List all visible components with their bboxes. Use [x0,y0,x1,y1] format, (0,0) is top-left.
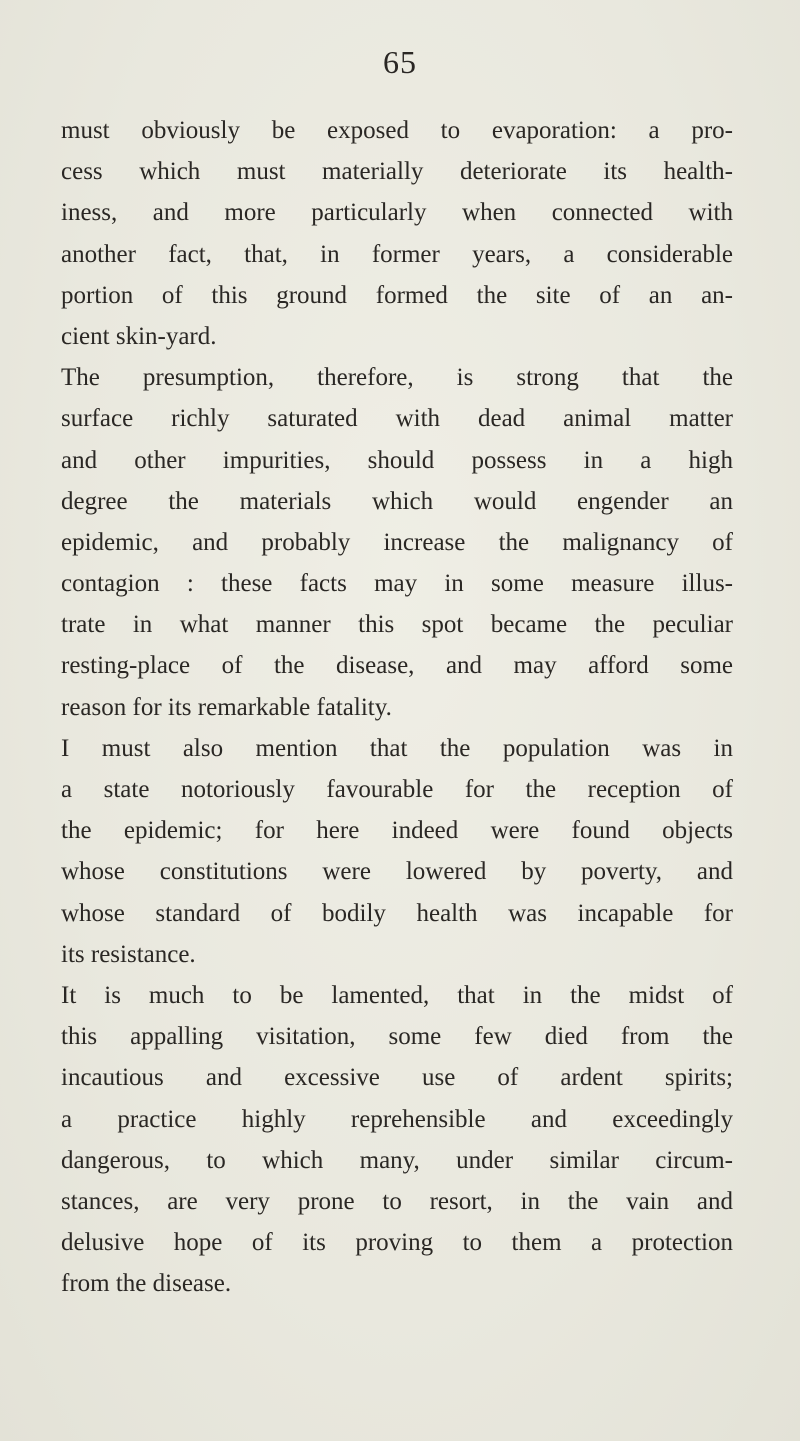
text-line: portion of this ground formed the site of an an- [61,281,733,309]
text-line: delusive hope of its proving to them a protection [61,1229,733,1257]
page-number: 65 [383,44,417,80]
text-line: cess which must materially deteriorate its health- [61,158,733,186]
text-line: degree the materials which would engender an [61,487,733,515]
text-line: stances, are very prone to resort, in the vain and [61,1187,733,1215]
body-text [61,110,733,1304]
text-line: must obviously be exposed to evaporation: a pro- [61,117,733,144]
text-line: surface richly saturated with dead animal matter [61,405,733,433]
text-line: The presumption, therefore, is strong that the [61,364,733,392]
text-line: the epidemic; for here indeed were found objects [61,817,733,845]
text-line: contagion : these facts may in some measure illus- [61,570,733,598]
text-line: epidemic, and probably increase the malignancy of [61,528,733,556]
text-line: another fact, that, in former years, a considerable [61,240,733,268]
text-line: trate in what manner this spot became the peculiar [61,611,733,639]
text-line: and other impurities, should possess in a high [61,446,733,474]
text-line: incautious and excessive use of ardent spirits; [61,1064,733,1092]
text-line: reason for its remarkable fatality. [61,693,392,721]
text-line: this appalling visitation, some few died from the [61,1023,733,1051]
text-line: I must also mention that the population was in [61,734,733,762]
text-line: from the disease. [61,1270,232,1298]
text-line: dangerous, to which many, under similar circum- [61,1146,733,1174]
text-line: It is much to be lamented, that in the midst of [61,981,733,1009]
text-line: whose constitutions were lowered by poverty, and [61,858,733,886]
text-line: resting-place of the disease, and may afford some [61,652,733,680]
text-line: a practice highly reprehensible and exceedingly [61,1105,733,1133]
text-line: a state notoriously favourable for the reception of [61,776,733,803]
text-line: cient skin-yard. [61,322,217,350]
text-line: its resistance. [61,940,196,968]
text-line: whose standard of bodily health was incapable for [61,899,733,927]
text-line: iness, and more particularly when connected with [61,199,733,227]
